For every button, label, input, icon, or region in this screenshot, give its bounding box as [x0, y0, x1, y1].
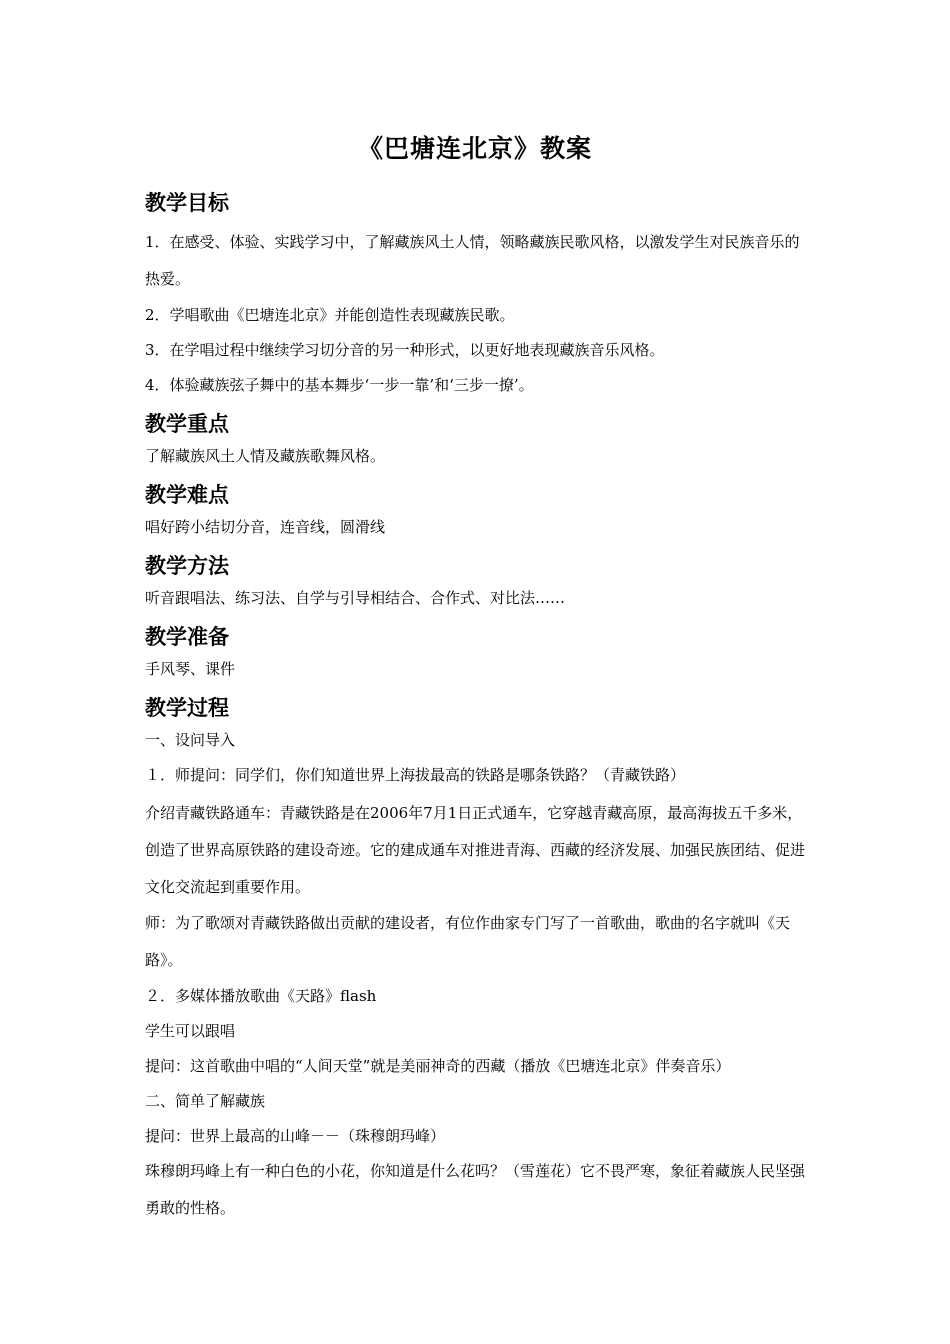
- paragraph: 1．在感受、体验、实践学习中，了解藏族风土人情，领略藏族民歌风格，以激发学生对民族音乐的热爱。: [145, 233, 800, 288]
- paragraph: 师：为了歌颂对青藏铁路做出贡献的建设者，有位作曲家专门写了一首歌曲，歌曲的名字就叫《天路》。: [145, 914, 791, 969]
- paragraph: 珠穆朗玛峰上有一种白色的小花，你知道是什么花吗？（雪莲花）它不畏严寒，象征着藏族人民坚强勇敢的性格。: [145, 1162, 806, 1217]
- section-heading: 教学准备: [145, 625, 229, 649]
- paragraph: 听音跟唱法、练习法、自学与引导相结合、合作式、对比法……: [145, 589, 566, 607]
- paragraph: 提问：这首歌曲中唱的“人间天堂”就是美丽神奇的西藏（播放《巴塘连北京》伴奏音乐）: [145, 1057, 731, 1075]
- document-title: 《巴塘连北京》教案: [357, 134, 592, 163]
- section-difficulties: [145, 480, 805, 538]
- paragraph: 一、设问导入: [145, 731, 236, 749]
- paragraph: 了解藏族风土人情及藏族歌舞风格。: [145, 447, 386, 465]
- section-heading: 教学过程: [145, 696, 229, 720]
- paragraph: 4．体验藏族弦子舞中的基本舞步‘一步一靠’和‘三步一撩’。: [145, 376, 534, 394]
- section-heading: 教学方法: [145, 554, 229, 578]
- paragraph: 2．学唱歌曲《巴塘连北京》并能创造性表现藏族民歌。: [145, 306, 515, 324]
- section-key-points: [145, 409, 805, 467]
- paragraph: 二、简单了解藏族: [145, 1092, 266, 1110]
- section-preparation: [145, 622, 805, 680]
- section-heading: 教学重点: [145, 412, 229, 436]
- paragraph: 3．在学唱过程中继续学习切分音的另一种形式，以更好地表现藏族音乐风格。: [145, 341, 665, 359]
- paragraph: 唱好跨小结切分音，连音线，圆滑线: [145, 518, 386, 536]
- paragraph: 手风琴、课件: [145, 660, 236, 678]
- paragraph: 学生可以跟唱: [145, 1022, 236, 1040]
- paragraph: １．师提问：同学们，你们知道世界上海拔最高的铁路是哪条铁路？（青藏铁路）: [145, 766, 686, 784]
- section-methods: [145, 551, 805, 609]
- section-objectives: [145, 188, 805, 396]
- section-process: [145, 693, 805, 1227]
- section-heading: 教学难点: [145, 483, 229, 507]
- paragraph: 介绍青藏铁路通车：青藏铁路是在2006年7月1日正式通车，它穿越青藏高原，最高海拔五千多米，创造了世界高原铁路的建设奇迹。它的建成通车对推进青海、西藏的经济发展、加强民族团结、促进文化交流起到重要作用。: [145, 804, 806, 896]
- document-body: [145, 132, 805, 1233]
- section-heading: 教学目标: [145, 191, 229, 215]
- paragraph: 提问：世界上最高的山峰－－（珠穆朗玛峰）: [145, 1127, 446, 1145]
- paragraph: ２．多媒体播放歌曲《天路》flash: [145, 987, 377, 1005]
